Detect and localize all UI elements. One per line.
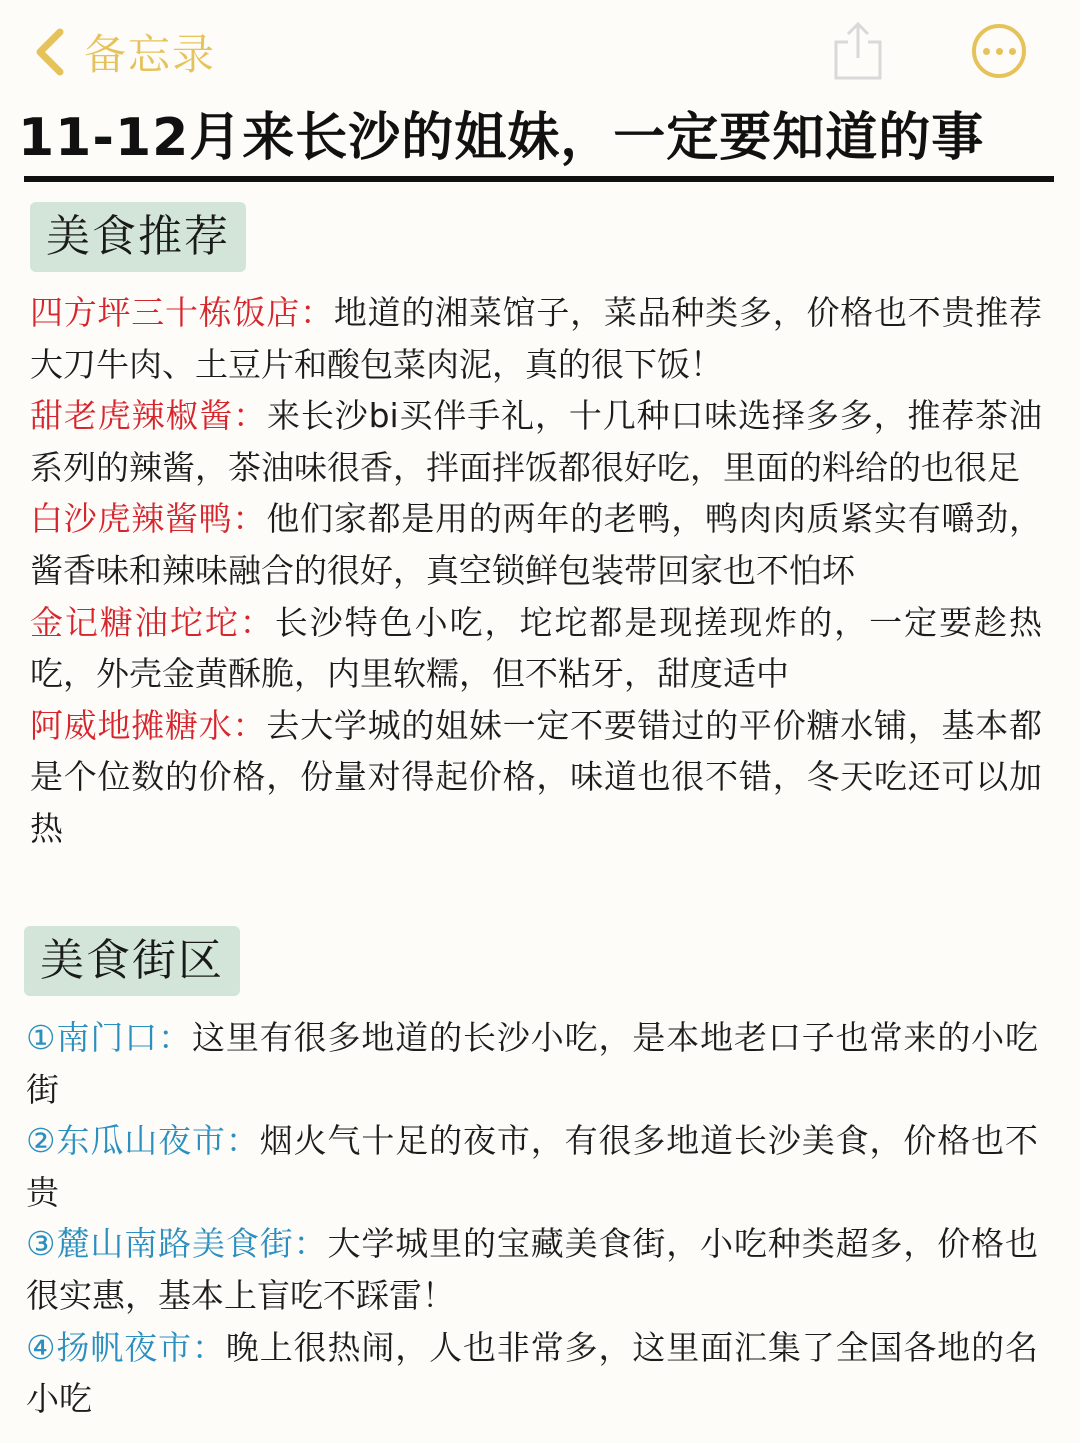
back-button[interactable]: [30, 22, 216, 82]
list-item: [30, 700, 1042, 855]
food-street-list: [26, 1012, 1038, 1425]
back-label: 备忘录: [84, 30, 217, 79]
title-divider: [24, 176, 1054, 182]
list-item: [30, 597, 1042, 700]
list-item: [26, 1322, 1038, 1425]
food-recommendation-list: [30, 287, 1042, 855]
item-key: 四方坪三十栋饭店：: [30, 293, 334, 332]
item-key: ④扬帆夜市：: [26, 1327, 226, 1367]
item-key: 金记糖油坨坨：: [30, 602, 275, 642]
item-text: 烟火气十足的夜市，有很多地道长沙美食，价格也不贵: [26, 1121, 1038, 1212]
section-heading-streets: 美食街区: [24, 926, 240, 996]
item-text: 他们家都是用的两年的老鸭，鸭肉肉质紧实有嚼劲，酱香味和辣味融合的很好，真空锁鲜包装带回家也不怕坏: [30, 499, 1043, 590]
page-title: 11-12月来长沙的姐妹，一定要知道的事: [18, 108, 985, 168]
item-text: 晚上很热闹，人也非常多，这里面汇集了全国各地的名小吃: [26, 1327, 1038, 1419]
list-item: [30, 390, 1042, 493]
item-key: 甜老虎辣椒酱：: [30, 396, 268, 436]
item-key: ①南门口：: [26, 1018, 192, 1057]
list-item: [26, 1012, 1038, 1115]
item-text: 地道的湘菜馆子，菜品种类多，价格也不贵推荐大刀牛肉、土豆片和酸包菜肉泥，真的很下饭！: [30, 293, 1043, 384]
section-heading-food: 美食推荐: [30, 202, 246, 272]
item-key: ③麓山南路美食街：: [26, 1224, 328, 1264]
item-text: 去大学城的姐妹一定不要错过的平价糖水铺，基本都是个位数的价格，份量对得起价格，味道也很不错，冬天吃还可以加热: [30, 705, 1043, 848]
more-icon[interactable]: [972, 24, 1026, 78]
nav-bar: [0, 0, 1080, 100]
item-key: 阿威地摊糖水：: [30, 705, 267, 745]
list-item: [26, 1115, 1038, 1218]
list-item: [30, 287, 1042, 390]
item-text: 这里有很多地道的长沙小吃，是本地老口子也常来的小吃街: [26, 1018, 1038, 1109]
list-item: [30, 493, 1042, 596]
item-text: 来长沙bi买伴手礼，十几种口味选择多多，推荐茶油系列的辣酱，茶油味很香，拌面拌饭都很好吃，里面的料给的也很足: [30, 396, 1043, 487]
item-text: 长沙特色小吃，坨坨都是现搓现炸的，一定要趁热吃，外壳金黄酥脆，内里软糯，但不粘牙，甜度适中: [30, 602, 1043, 694]
item-key: ②东瓜山夜市：: [26, 1121, 260, 1161]
chevron-left-icon: [30, 26, 70, 78]
share-icon[interactable]: [828, 18, 888, 84]
item-text: 大学城里的宝藏美食街，小吃种类超多，价格也很实惠，基本上盲吃不踩雷！: [26, 1224, 1038, 1315]
list-item: [26, 1218, 1038, 1321]
item-key: 白沙虎辣酱鸭：: [30, 499, 267, 539]
